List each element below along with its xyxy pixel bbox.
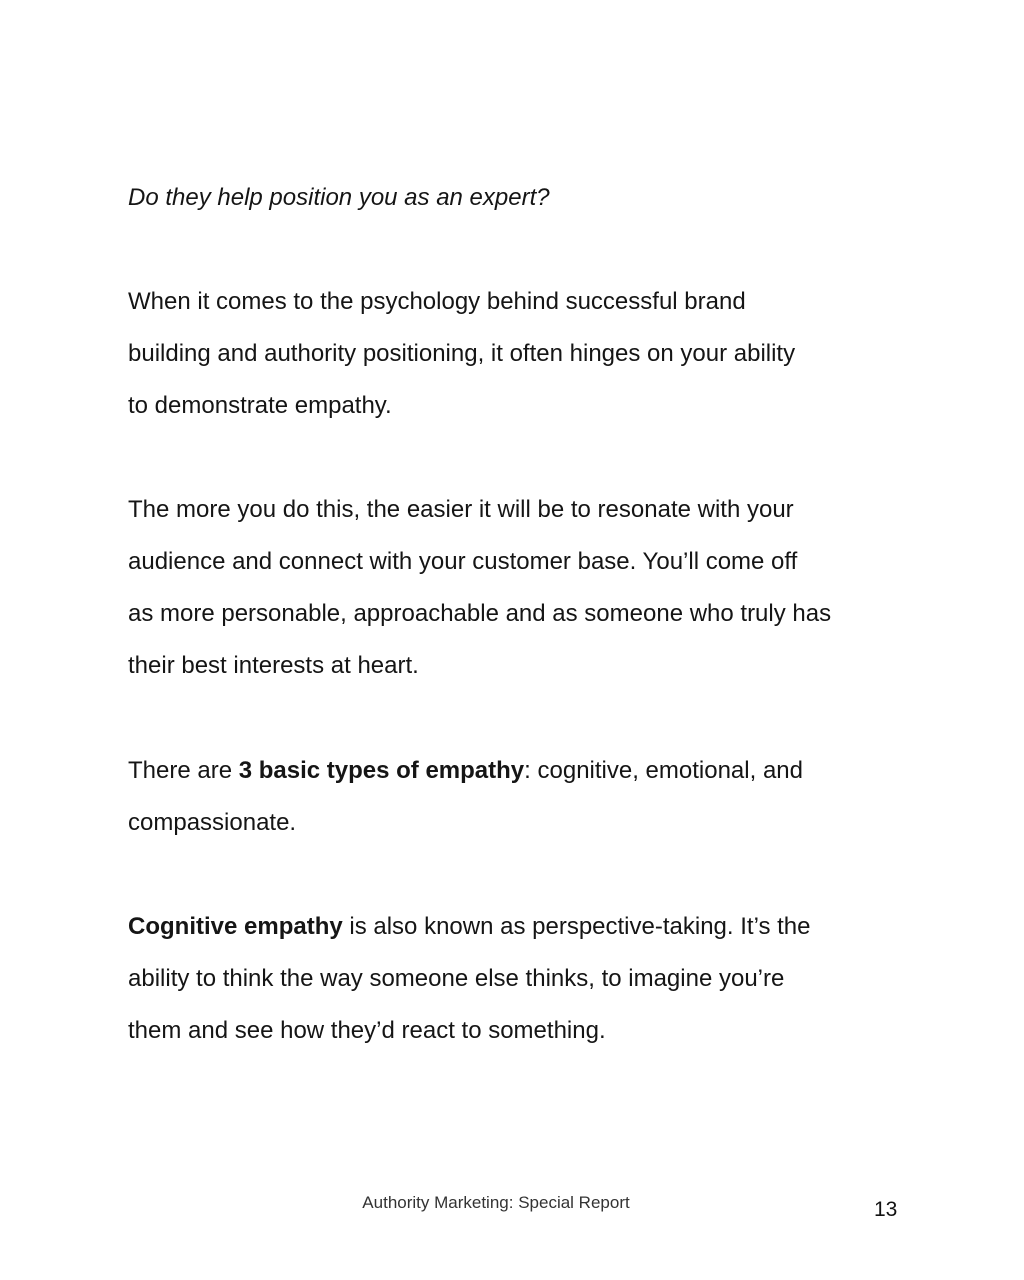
question-line: Do they help position you as an expert?	[128, 184, 550, 211]
paragraph-line: their best interests at heart.	[128, 652, 419, 679]
paragraph-line: as more personable, approachable and as someone who truly has	[128, 600, 832, 627]
types-prefix: There are	[128, 757, 239, 784]
resonate-paragraph	[128, 484, 908, 692]
paragraph-line	[128, 745, 908, 797]
paragraph-line: compassionate.	[128, 809, 297, 836]
paragraph-line: The more you do this, the easier it will be to resonate with your	[128, 496, 794, 523]
page-number: 13	[874, 1198, 898, 1221]
empathy-types-paragraph	[128, 745, 908, 849]
paragraph-line: ability to think the way someone else thinks, to imagine you’re	[128, 965, 785, 992]
paragraph-line: When it comes to the psychology behind successful brand	[128, 288, 746, 315]
paragraph-line: to demonstrate empathy.	[128, 392, 392, 419]
cognitive-empathy-paragraph	[128, 901, 908, 1057]
cognitive-bold-term: Cognitive empathy	[128, 913, 343, 940]
paragraph-line: them and see how they’d react to something.	[128, 1017, 606, 1044]
question-paragraph	[128, 172, 908, 224]
paragraph-line: building and authority positioning, it often hinges on your ability	[128, 340, 796, 367]
types-suffix: : cognitive, emotional, and	[524, 757, 803, 784]
cognitive-rest: is also known as perspective-taking. It’s the	[342, 913, 811, 940]
paragraph-line	[128, 901, 908, 953]
footer-title: Authority Marketing: Special Report	[362, 1193, 630, 1212]
psychology-paragraph	[128, 276, 908, 432]
paragraph-line: audience and connect with your customer base. You’ll come off	[128, 548, 798, 575]
types-bold-term: 3 basic types of empathy	[238, 757, 525, 784]
